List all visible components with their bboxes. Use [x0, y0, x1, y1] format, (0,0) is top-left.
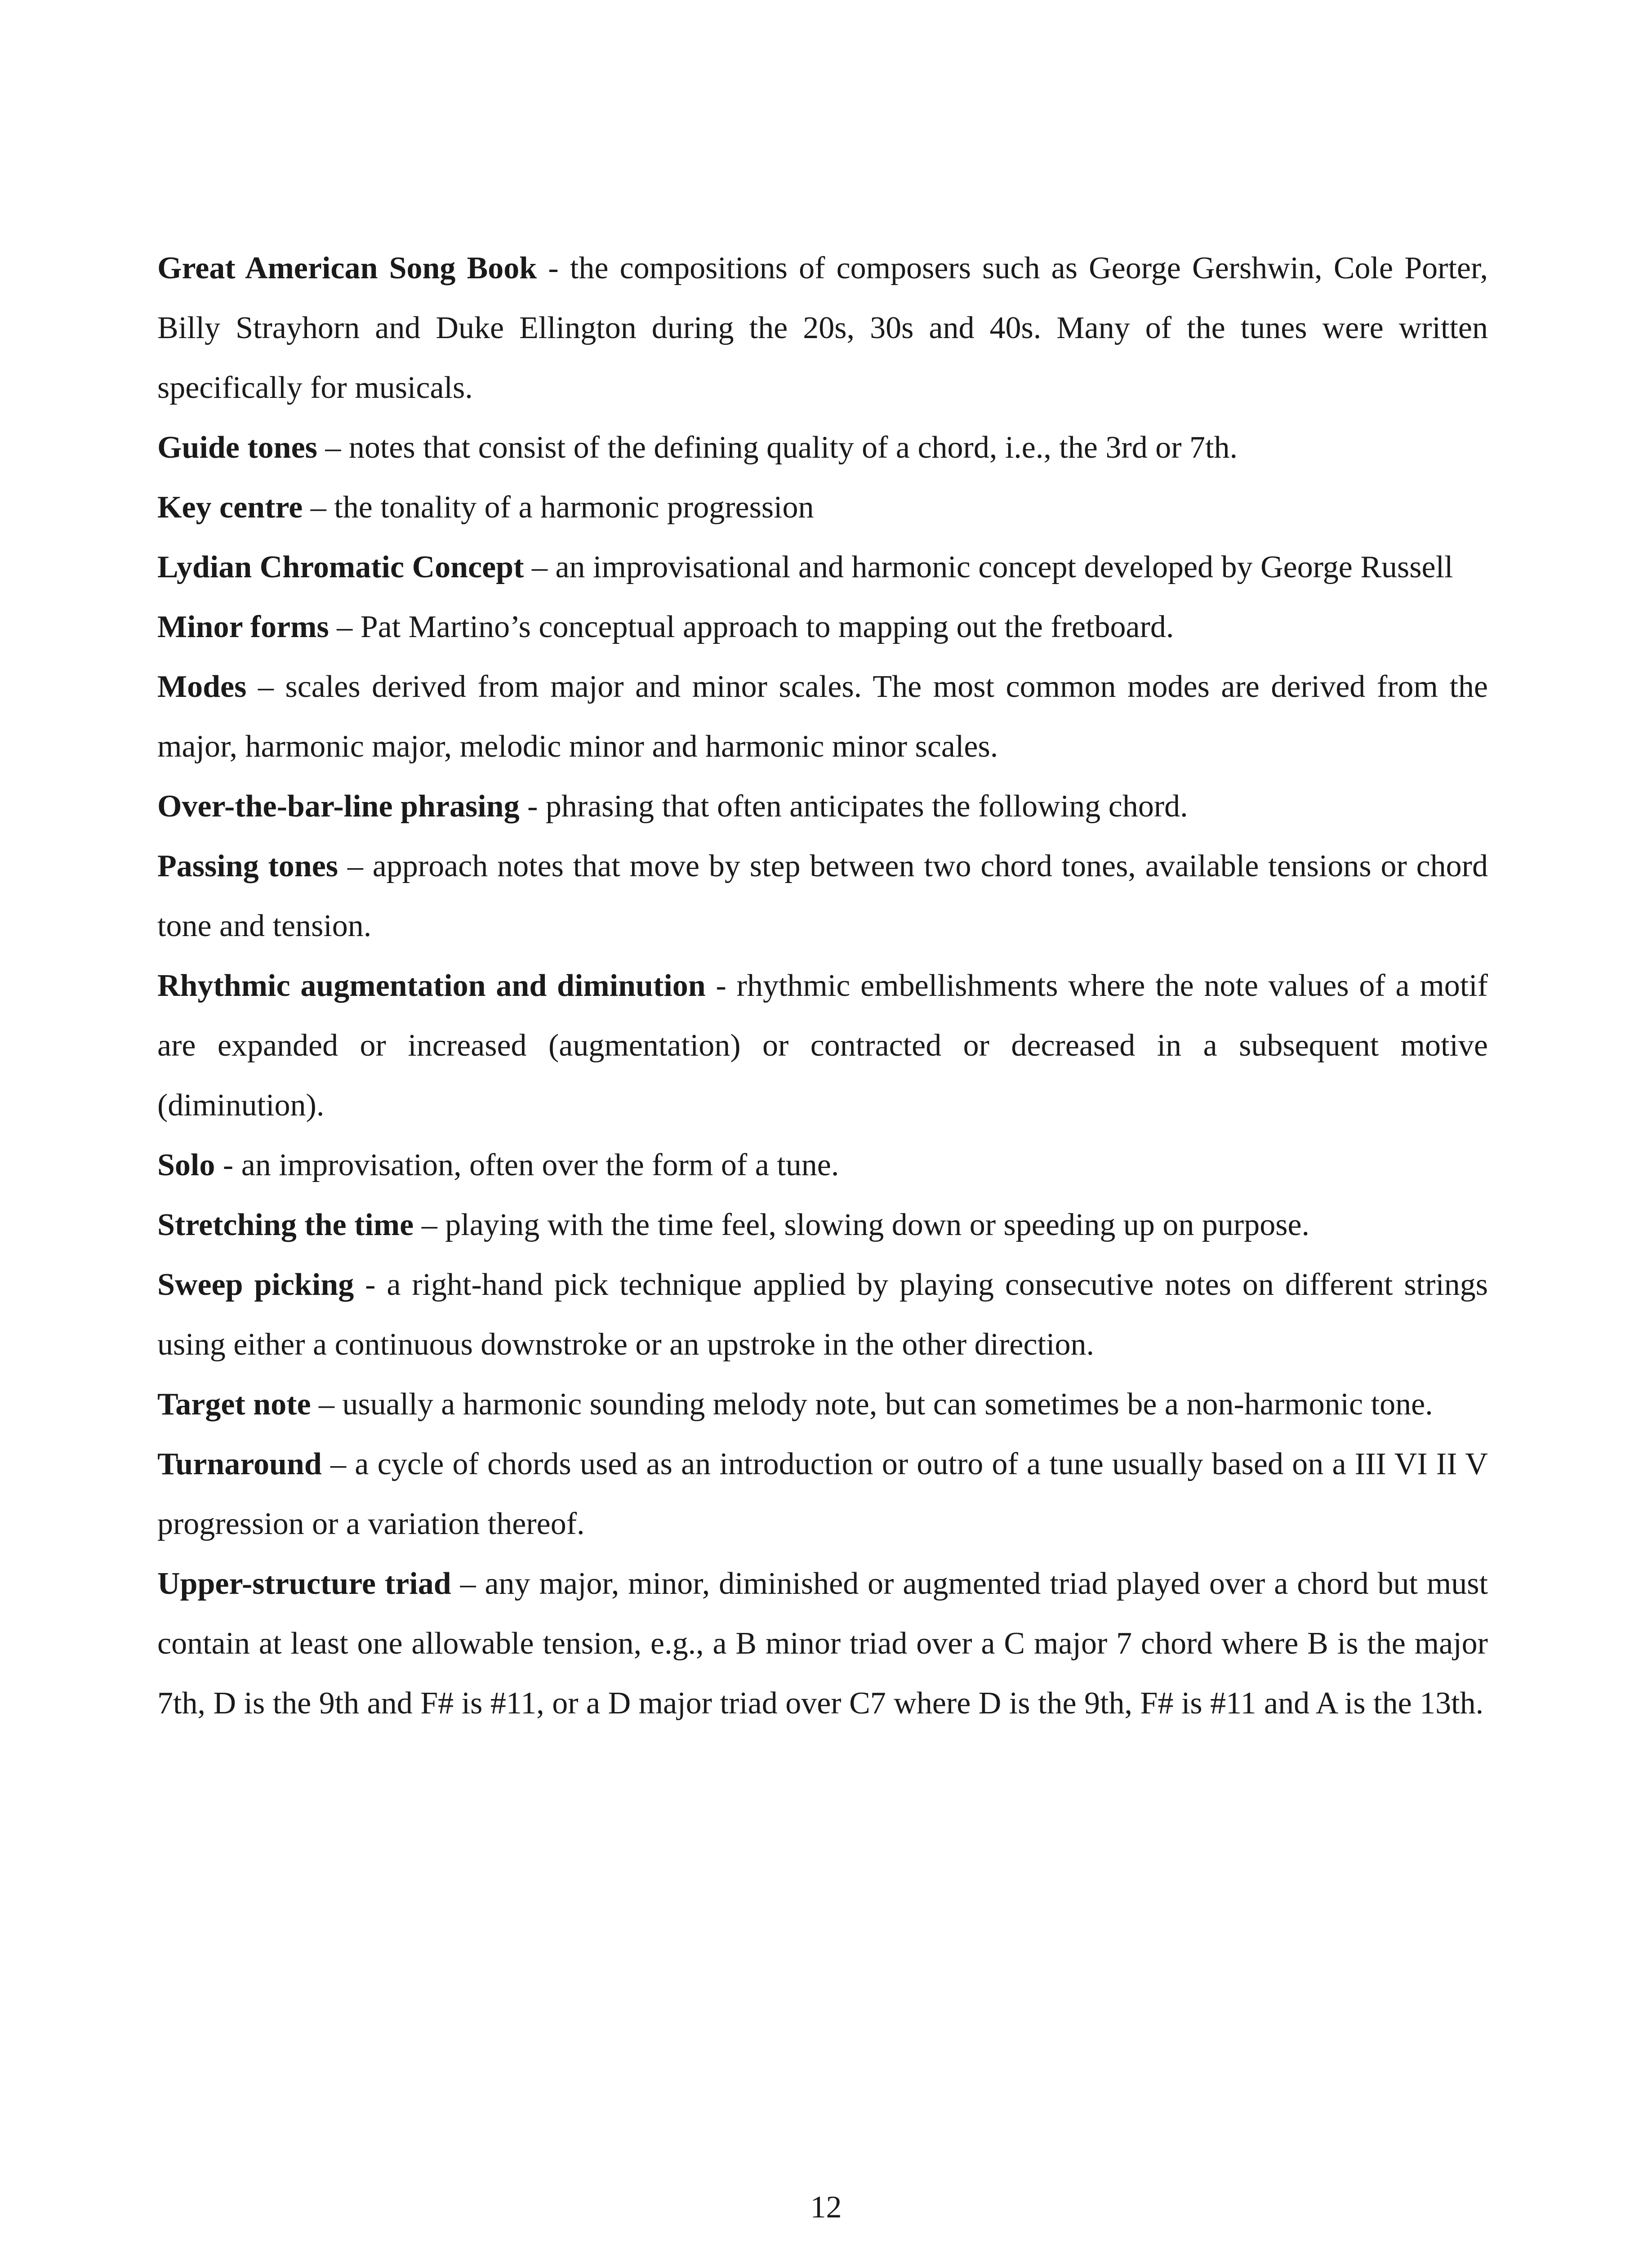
glossary-entry-guide-tones: [157, 418, 1488, 477]
glossary-term: Rhythmic augmentation and diminution: [157, 968, 706, 1003]
glossary-term: Turnaround: [157, 1447, 322, 1481]
glossary-definition: - the compositions of composers such as George Gershwin, Cole Porter, Billy Strayhorn and Duke Ellington during the 20s, 30s and 40s. Many of the tunes were written specifically for musicals.: [157, 251, 1488, 405]
glossary-term: Passing tones: [157, 849, 338, 883]
glossary-term: Target note: [157, 1387, 311, 1422]
glossary-term: Stretching the time: [157, 1208, 414, 1242]
glossary-definition: - a right-hand pick technique applied by playing consecutive notes on different strings using either a continuous downstroke or an upstroke in the other direction.: [157, 1267, 1488, 1362]
glossary-definition: - an improvisation, often over the form of a tune.: [215, 1148, 839, 1182]
glossary-entry-great-american-song-book: [157, 238, 1488, 418]
glossary-term: Key centre: [157, 490, 303, 525]
glossary-term: Guide tones: [157, 430, 317, 465]
glossary-term: Lydian Chromatic Concept: [157, 550, 524, 584]
glossary-entry-upper-structure-triad: [157, 1554, 1488, 1733]
glossary-entry-turnaround: [157, 1434, 1488, 1554]
glossary-term: Sweep picking: [157, 1267, 354, 1302]
glossary-term: Over-the-bar-line phrasing: [157, 789, 520, 824]
glossary-term: Solo: [157, 1148, 215, 1182]
glossary-entry-minor-forms: [157, 597, 1488, 657]
glossary-entry-solo: [157, 1135, 1488, 1195]
glossary-definition: - phrasing that often anticipates the following chord.: [519, 789, 1188, 824]
glossary-definition: – any major, minor, diminished or augmented triad played over a chord but must contain at least one allowable tension, e.g., a B minor triad over a C major 7 chord where B is the major 7th, D is the 9th and F# is #11, or a D major triad over C7 where D is the 9th, F# is #11 and A is the 13th.: [157, 1566, 1488, 1721]
glossary-definition: – Pat Martino’s conceptual approach to mapping out the fretboard.: [329, 610, 1174, 644]
glossary-definition: – the tonality of a harmonic progression: [303, 490, 814, 525]
glossary-definition: – a cycle of chords used as an introduction or outro of a tune usually based on a III VI II V progression or a variation thereof.: [157, 1447, 1488, 1541]
glossary-term: Modes: [157, 669, 247, 704]
glossary-entry-stretching-the-time: [157, 1195, 1488, 1255]
glossary-definition: – scales derived from major and minor scales. The most common modes are derived from the major, harmonic major, melodic minor and harmonic minor scales.: [157, 669, 1488, 764]
glossary-definition: - rhythmic embellishments where the note values of a motif are expanded or increased (augmentation) or contracted or decreased in a subsequent motive (diminution).: [157, 968, 1488, 1123]
glossary-term: Minor forms: [157, 610, 329, 644]
glossary-term: Great American Song Book: [157, 251, 537, 285]
glossary-entry-modes: [157, 657, 1488, 776]
glossary-definition: – usually a harmonic sounding melody note, but can sometimes be a non-harmonic tone.: [311, 1387, 1433, 1422]
page-number: 12: [810, 2190, 842, 2225]
glossary-entry-target-note: [157, 1374, 1488, 1434]
glossary-entry-sweep-picking: [157, 1255, 1488, 1374]
glossary-term: Upper-structure triad: [157, 1566, 451, 1601]
glossary-definition: – playing with the time feel, slowing down or speeding up on purpose.: [414, 1208, 1310, 1242]
glossary-entry-key-centre: [157, 477, 1488, 537]
glossary-entry-over-the-bar-line-phrasing: [157, 776, 1488, 836]
glossary-definition: – approach notes that move by step between two chord tones, available tensions or chord tone and tension.: [157, 849, 1488, 943]
glossary-entry-lydian-chromatic-concept: [157, 537, 1488, 597]
glossary-definition: – notes that consist of the defining quality of a chord, i.e., the 3rd or 7th.: [317, 430, 1238, 465]
glossary-entry-passing-tones: [157, 836, 1488, 956]
glossary-list: [157, 238, 1488, 1733]
glossary-definition: – an improvisational and harmonic concept developed by George Russell: [524, 550, 1453, 584]
glossary-entry-rhythmic-augmentation: [157, 956, 1488, 1135]
